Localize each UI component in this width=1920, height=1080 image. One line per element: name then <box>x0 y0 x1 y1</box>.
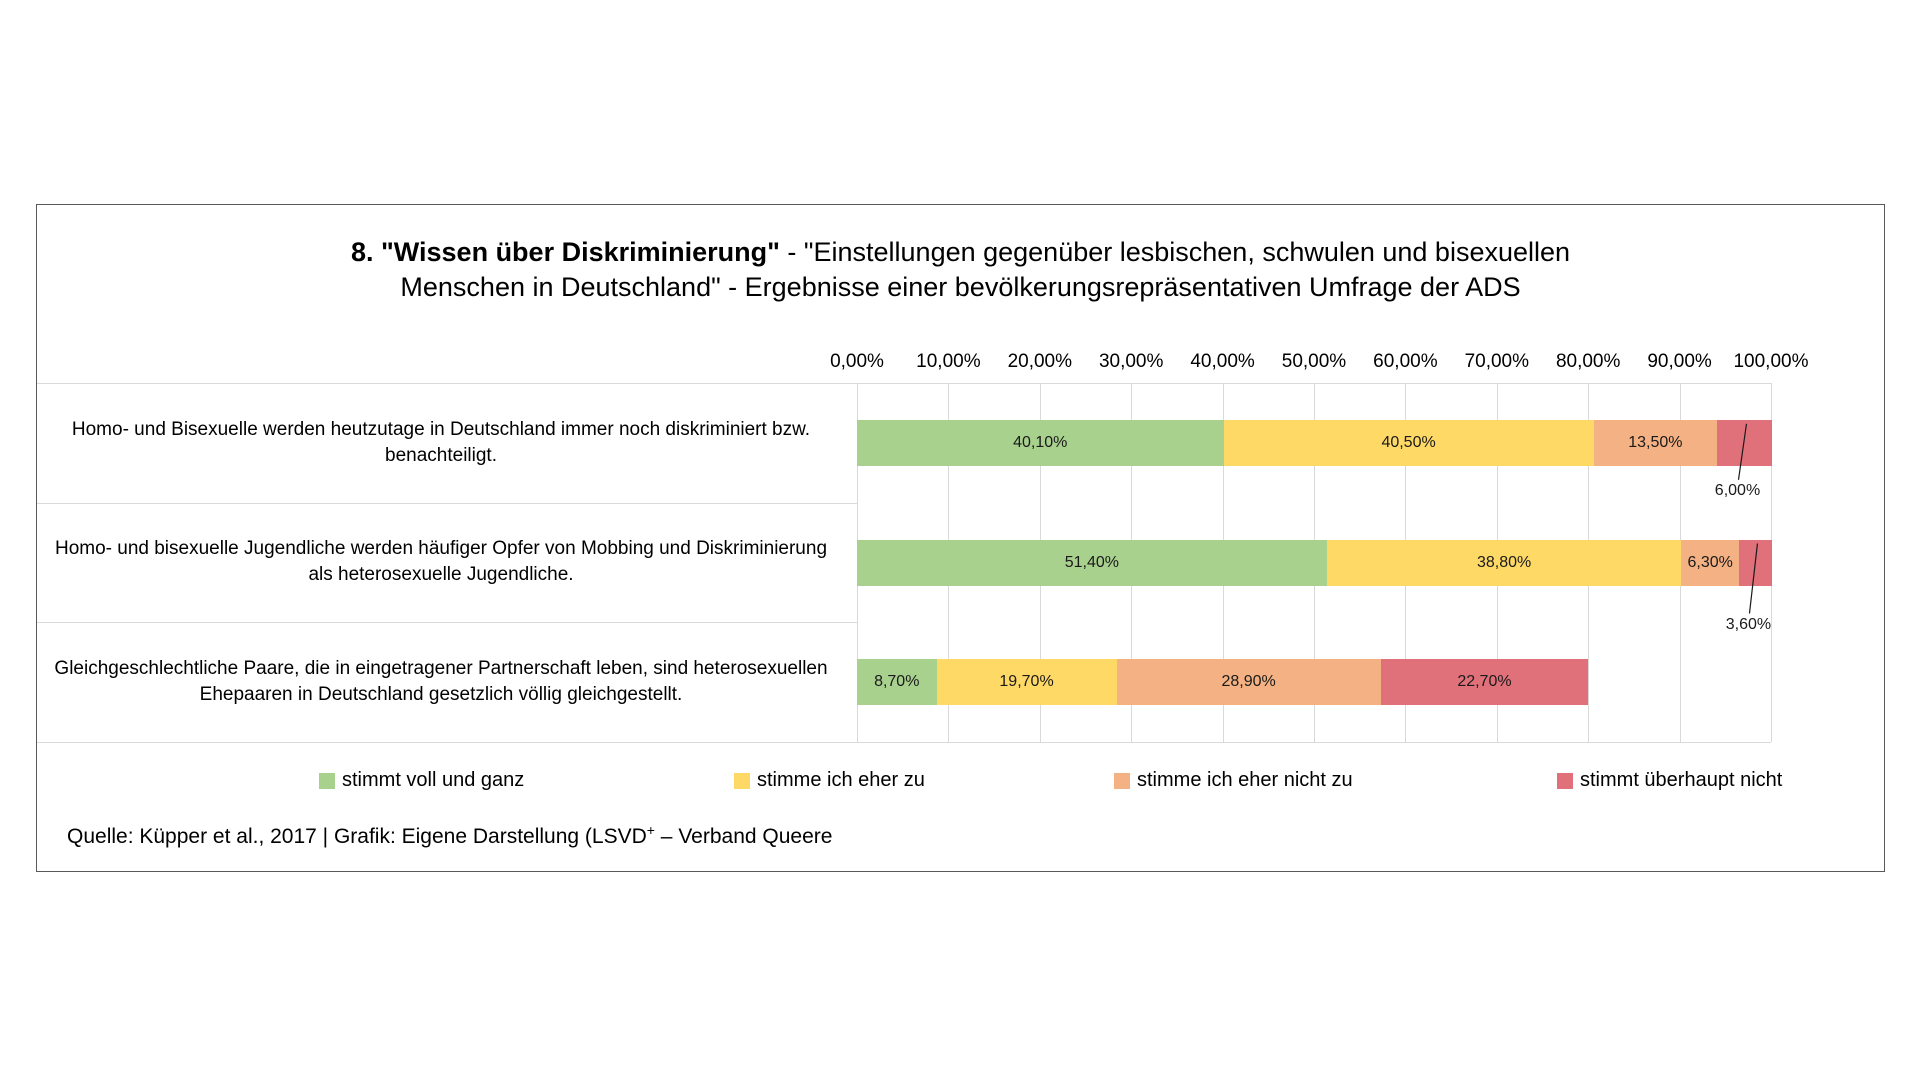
legend-label: stimmt voll und ganz <box>342 769 525 791</box>
chart-title-emphasis: 8. "Wissen über Diskriminierung" <box>350 237 780 267</box>
plot-bottom-line <box>857 742 1771 743</box>
chart-title-line1-rest: - "Einstellungen gegenüber lesbischen, schwulen und bisexuellen <box>779 237 1571 267</box>
bar-value-label: 19,70% <box>999 673 1054 691</box>
bar-value-label: 13,50% <box>1628 433 1683 451</box>
chart-frame <box>36 204 1885 872</box>
bar-segment <box>1717 420 1772 466</box>
x-axis-line <box>857 383 1771 384</box>
legend-swatch <box>319 773 335 789</box>
source-text: Quelle: Küpper et al., 2017 | Grafik: Eigene Darstellung (LSVD <box>67 825 647 848</box>
x-axis-tick-label: 60,00% <box>1373 351 1438 372</box>
x-axis-tick-label: 70,00% <box>1464 351 1530 372</box>
legend-item <box>1114 769 1353 792</box>
legend-swatch <box>1557 773 1573 789</box>
x-axis-tick-label: 0,00% <box>830 351 884 372</box>
x-axis-tick-label: 30,00% <box>1098 351 1164 372</box>
category-label: Gleichgeschlechtliche Paare, die in eingetragener Partnerschaft leben, sind heterosexuellen Ehepaaren in Deutschland gesetzlich völlig gleichgestellt. <box>54 658 828 706</box>
source-caption <box>67 822 833 849</box>
source-superscript: + <box>646 822 655 838</box>
x-axis-tick-label: 90,00% <box>1647 351 1712 372</box>
bar-segment <box>1739 540 1772 586</box>
legend-item <box>319 769 524 792</box>
bar-value-label: 6,30% <box>1687 553 1733 571</box>
bar-value-label: 38,80% <box>1476 553 1532 571</box>
x-axis-tick-label: 20,00% <box>1007 351 1073 372</box>
legend-label: stimme ich eher zu <box>757 769 925 791</box>
bar-value-label: 40,10% <box>1013 433 1068 451</box>
bar-value-label: 22,70% <box>1457 673 1512 691</box>
x-axis-tick-label: 50,00% <box>1281 351 1347 372</box>
legend-item <box>734 769 925 792</box>
legend-label: stimme ich eher nicht zu <box>1137 769 1353 791</box>
callout-value-label: 6,00% <box>1714 481 1761 499</box>
legend-label: stimmt überhaupt nicht <box>1580 769 1783 791</box>
bar-value-label: 8,70% <box>874 673 920 691</box>
category-separator <box>37 742 857 743</box>
callout-value-label: 3,60% <box>1725 615 1772 633</box>
x-axis-tick-label: 40,00% <box>1190 351 1255 372</box>
legend-swatch <box>734 773 750 789</box>
chart-title-line2: Menschen in Deutschland" - Ergebnisse einer bevölkerungsrepräsentativen Umfrage der ADS <box>400 272 1521 302</box>
category-label: Homo- und bisexuelle Jugendliche werden häufiger Opfer von Mobbing und Diskriminierung als heterosexuelle Jugendliche. <box>54 538 828 586</box>
source-text-suffix: – Verband Queere <box>654 825 833 848</box>
x-axis-tick-label: 80,00% <box>1555 351 1621 372</box>
bar-value-label: 51,40% <box>1064 553 1120 571</box>
bar-value-label: 28,90% <box>1221 673 1276 691</box>
legend-item <box>1557 769 1782 792</box>
x-axis-tick-label: 100,00% <box>1733 351 1809 372</box>
chart-title <box>37 235 1884 305</box>
x-axis-tick-label: 10,00% <box>916 351 981 372</box>
bar-value-label: 40,50% <box>1381 433 1436 451</box>
category-label: Homo- und Bisexuelle werden heutzutage in Deutschland immer noch diskriminiert bzw. benachteiligt. <box>71 418 811 466</box>
legend-swatch <box>1114 773 1130 789</box>
